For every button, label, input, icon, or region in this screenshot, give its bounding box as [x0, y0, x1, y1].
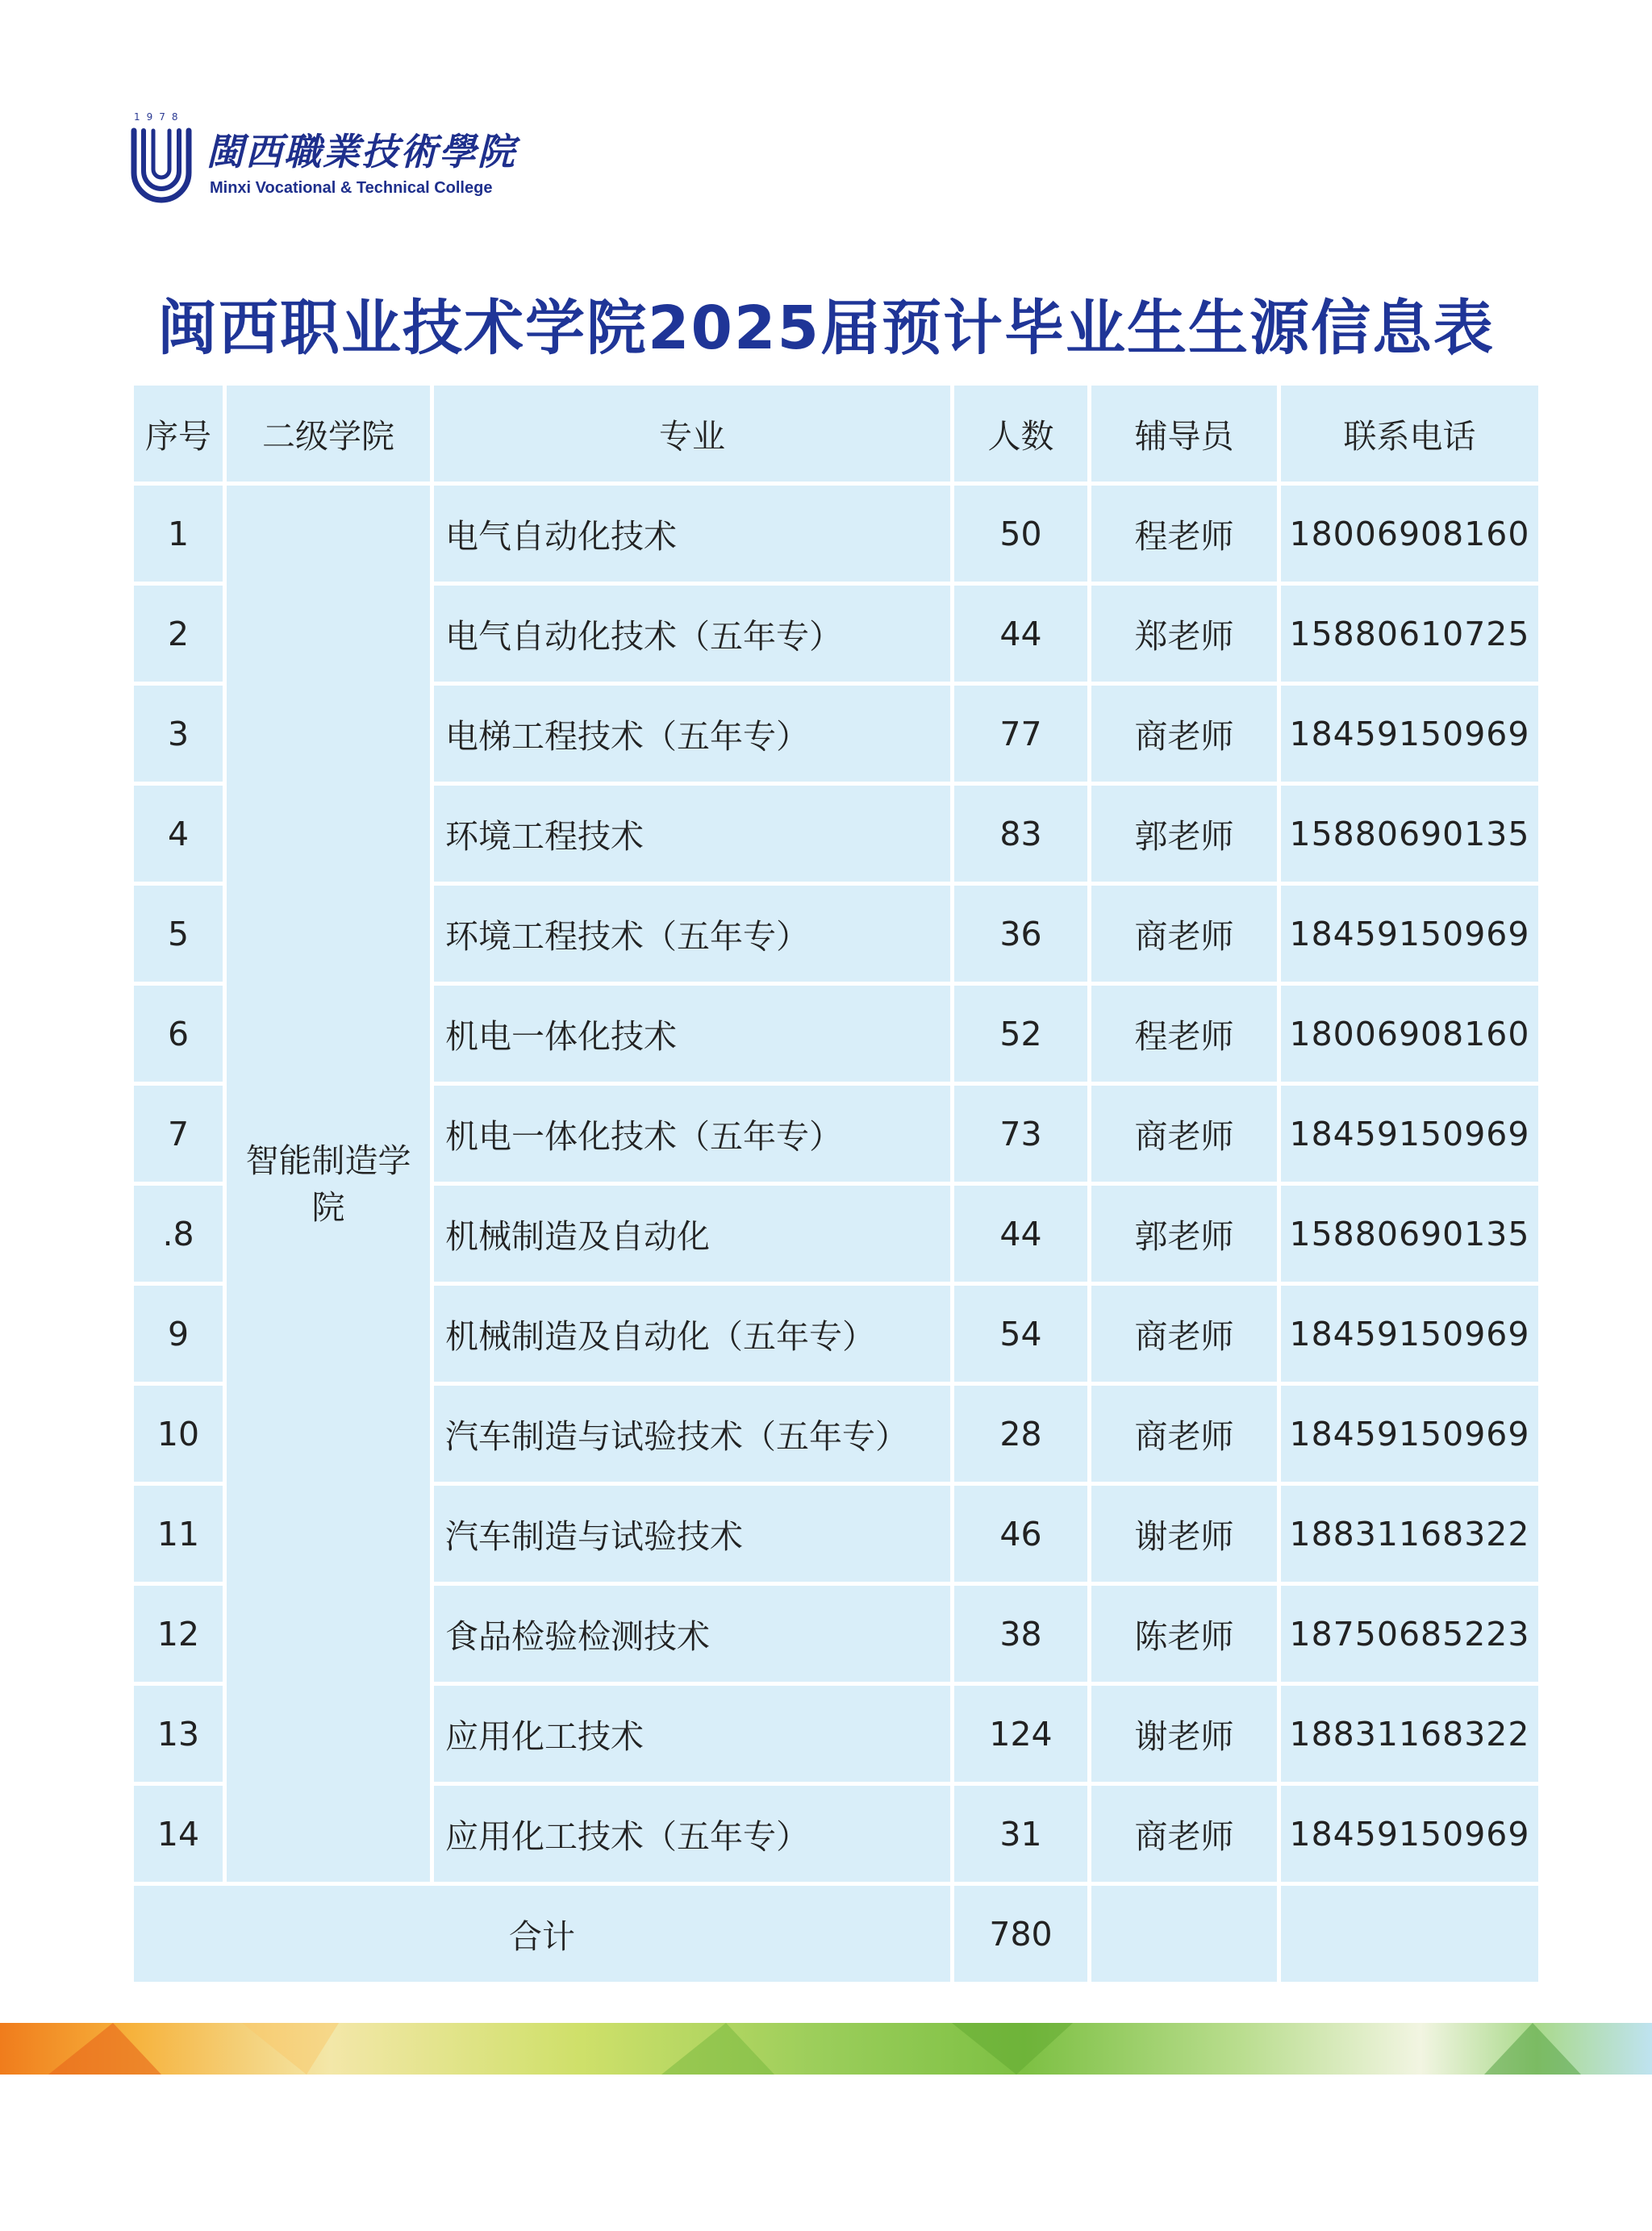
major-cell: 汽车制造与试验技术（五年专） — [434, 1386, 950, 1482]
count-cell: 44 — [954, 1186, 1087, 1282]
advisor-cell: 程老师 — [1091, 986, 1277, 1082]
phone-cell: 18831168322 — [1281, 1486, 1538, 1582]
total-row — [134, 1886, 1538, 1982]
row-number: 10 — [134, 1386, 223, 1482]
row-number: 7 — [134, 1086, 223, 1182]
row-number: 2 — [134, 586, 223, 682]
total-count: 780 — [954, 1886, 1087, 1982]
major-cell: 机械制造及自动化（五年专） — [434, 1286, 950, 1382]
count-cell: 73 — [954, 1086, 1087, 1182]
row-number: 5 — [134, 886, 223, 982]
count-cell: 28 — [954, 1386, 1087, 1482]
decorative-color-band — [0, 2023, 1652, 2075]
advisor-cell: 商老师 — [1091, 1386, 1277, 1482]
page-title: 闽西职业技术学院2025届预计毕业生生源信息表 — [157, 294, 1495, 363]
row-number: 9 — [134, 1286, 223, 1382]
row-number: 3 — [134, 686, 223, 782]
count-cell: 54 — [954, 1286, 1087, 1382]
phone-cell: 18459150969 — [1281, 1086, 1538, 1182]
advisor-cell: 商老师 — [1091, 886, 1277, 982]
major-cell: 机械制造及自动化 — [434, 1186, 950, 1282]
major-cell: 应用化工技术 — [434, 1686, 950, 1782]
row-number: 6 — [134, 986, 223, 1082]
count-cell: 52 — [954, 986, 1087, 1082]
phone-cell: 15880610725 — [1281, 586, 1538, 682]
advisor-cell: 商老师 — [1091, 686, 1277, 782]
phone-cell: 18459150969 — [1281, 886, 1538, 982]
logo-english-name: Minxi Vocational & Technical College — [210, 179, 493, 197]
phone-cell: 18459150969 — [1281, 1386, 1538, 1482]
phone-cell: 18750685223 — [1281, 1586, 1538, 1682]
row-number: 12 — [134, 1586, 223, 1682]
phone-cell: 18459150969 — [1281, 1286, 1538, 1382]
total-empty-cell — [1281, 1886, 1538, 1982]
header-advisor: 辅导员 — [1091, 386, 1277, 482]
advisor-cell: 陈老师 — [1091, 1586, 1277, 1682]
college-emblem-icon — [129, 126, 194, 205]
advisor-cell: 商老师 — [1091, 1786, 1277, 1882]
header-no: 序号 — [134, 386, 223, 482]
row-number: 13 — [134, 1686, 223, 1782]
graduate-info-table — [134, 386, 1530, 1986]
advisor-cell: 谢老师 — [1091, 1686, 1277, 1782]
count-cell: 83 — [954, 786, 1087, 882]
count-cell: 44 — [954, 586, 1087, 682]
total-empty-cell — [1091, 1886, 1277, 1982]
phone-cell: 18006908160 — [1281, 986, 1538, 1082]
header-college: 二级学院 — [227, 386, 430, 482]
advisor-cell: 程老师 — [1091, 486, 1277, 582]
row-number: 1 — [134, 486, 223, 582]
major-cell: 环境工程技术（五年专） — [434, 886, 950, 982]
phone-cell: 18459150969 — [1281, 686, 1538, 782]
table-header-row — [134, 386, 1538, 482]
row-number: 4 — [134, 786, 223, 882]
total-label: 合计 — [134, 1886, 950, 1982]
major-cell: 电气自动化技术 — [434, 486, 950, 582]
major-cell: 电梯工程技术（五年专） — [434, 686, 950, 782]
count-cell: 46 — [954, 1486, 1087, 1582]
row-number: 11 — [134, 1486, 223, 1582]
count-cell: 31 — [954, 1786, 1087, 1882]
count-cell: 77 — [954, 686, 1087, 782]
college-cell: 智能制造学院 — [227, 486, 430, 1882]
phone-cell: 18831168322 — [1281, 1686, 1538, 1782]
count-cell: 38 — [954, 1586, 1087, 1682]
advisor-cell: 商老师 — [1091, 1086, 1277, 1182]
header-count: 人数 — [954, 386, 1087, 482]
count-cell: 36 — [954, 886, 1087, 982]
phone-cell: 18006908160 — [1281, 486, 1538, 582]
logo-chinese-name: 閩西職業技術學院 — [206, 130, 516, 173]
advisor-cell: 郭老师 — [1091, 786, 1277, 882]
logo-year: 1978 — [134, 111, 185, 123]
phone-cell: 15880690135 — [1281, 786, 1538, 882]
table-row — [134, 486, 1538, 582]
header-major: 专业 — [434, 386, 950, 482]
count-cell: 124 — [954, 1686, 1087, 1782]
major-cell: 食品检验检测技术 — [434, 1586, 950, 1682]
advisor-cell: 郑老师 — [1091, 586, 1277, 682]
count-cell: 50 — [954, 486, 1087, 582]
advisor-cell: 谢老师 — [1091, 1486, 1277, 1582]
major-cell: 汽车制造与试验技术 — [434, 1486, 950, 1582]
phone-cell: 18459150969 — [1281, 1786, 1538, 1882]
major-cell: 环境工程技术 — [434, 786, 950, 882]
major-cell: 机电一体化技术 — [434, 986, 950, 1082]
advisor-cell: 商老师 — [1091, 1286, 1277, 1382]
header-phone: 联系电话 — [1281, 386, 1538, 482]
advisor-cell: 郭老师 — [1091, 1186, 1277, 1282]
college-logo — [129, 111, 549, 206]
major-cell: 应用化工技术（五年专） — [434, 1786, 950, 1882]
row-number: .8 — [134, 1186, 223, 1282]
major-cell: 电气自动化技术（五年专） — [434, 586, 950, 682]
row-number: 14 — [134, 1786, 223, 1882]
phone-cell: 15880690135 — [1281, 1186, 1538, 1282]
major-cell: 机电一体化技术（五年专） — [434, 1086, 950, 1182]
